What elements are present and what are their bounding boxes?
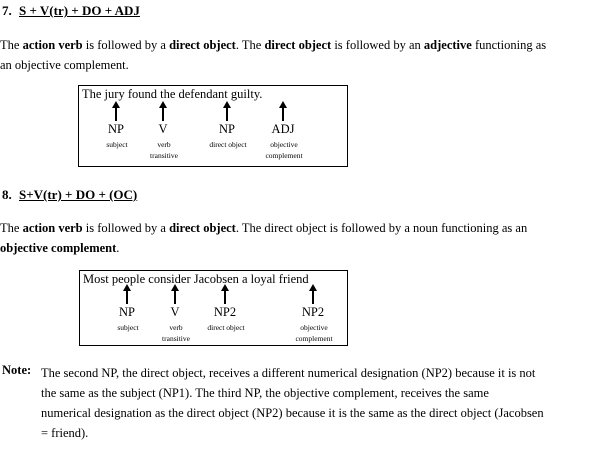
arrow-up-icon xyxy=(224,289,226,304)
term-action-verb: action verb xyxy=(22,221,83,235)
term-direct-object: direct object xyxy=(169,38,236,52)
section-8-paragraph: The action verb is followed by a direct object. The direct object is followed by a noun functioning as an objective complement. xyxy=(0,221,528,255)
note-label: Note: xyxy=(2,363,32,377)
tag-np2: NP2 xyxy=(301,305,325,319)
term-direct-object: direct object xyxy=(169,221,236,235)
arrow-up-icon xyxy=(312,289,314,304)
sub-label: subject xyxy=(117,323,139,332)
section-8-formula: S+V(tr) + DO + (OC) xyxy=(19,187,138,202)
note-body: The second NP, the direct object, receives a different numerical designation (NP2) because it is not the same as the subject (NP1). The third NP, the objective complement, receives the same numerical designation as the direct object (NP2) because it is the same as the direct object (Jacobsen = friend). xyxy=(41,366,544,440)
arrow-up-icon xyxy=(226,106,228,121)
example-sentence: The jury found the defendant guilty. xyxy=(82,87,263,101)
term-direct-object: direct object xyxy=(264,38,332,52)
tag-v: V xyxy=(158,122,168,136)
tag-v: V xyxy=(170,305,180,319)
tag-np: NP xyxy=(108,122,124,136)
section-8-number: 8. xyxy=(2,187,12,202)
section-7-number: 7. xyxy=(2,3,12,18)
tag-np: NP xyxy=(119,305,135,319)
sub-label: verb transitive xyxy=(150,140,178,160)
arrow-up-icon xyxy=(174,289,176,304)
tag-adj: ADJ xyxy=(271,122,295,136)
arrow-up-icon xyxy=(162,106,164,121)
term-action-verb: action verb xyxy=(22,38,83,52)
arrow-up-icon xyxy=(115,106,117,121)
arrow-up-icon xyxy=(282,106,284,121)
section-8-heading xyxy=(2,187,137,203)
sub-label: direct object xyxy=(209,140,247,149)
diagram-box-8 xyxy=(79,270,348,346)
example-sentence: Most people consider Jacobsen a loyal friend xyxy=(83,272,309,286)
arrow-up-icon xyxy=(126,289,128,304)
sub-label: direct object xyxy=(207,323,245,332)
sub-label: subject xyxy=(106,140,128,149)
section-7-heading xyxy=(2,3,140,19)
tag-np: NP xyxy=(219,122,235,136)
section-7-formula: S + V(tr) + DO + ADJ xyxy=(19,3,140,18)
tag-np2: NP2 xyxy=(213,305,237,319)
term-objective-complement: objective complement xyxy=(0,241,117,255)
sub-label: objective complement xyxy=(265,140,303,160)
sub-label: objective complement xyxy=(295,323,333,343)
diagram-box-7 xyxy=(78,85,348,167)
sub-label: verb transitive xyxy=(162,323,190,343)
section-7-paragraph: The action verb is followed by a direct object. The direct object is followed by an adjective functioning as an objective complement. xyxy=(0,38,547,72)
term-adjective: adjective xyxy=(423,38,472,52)
